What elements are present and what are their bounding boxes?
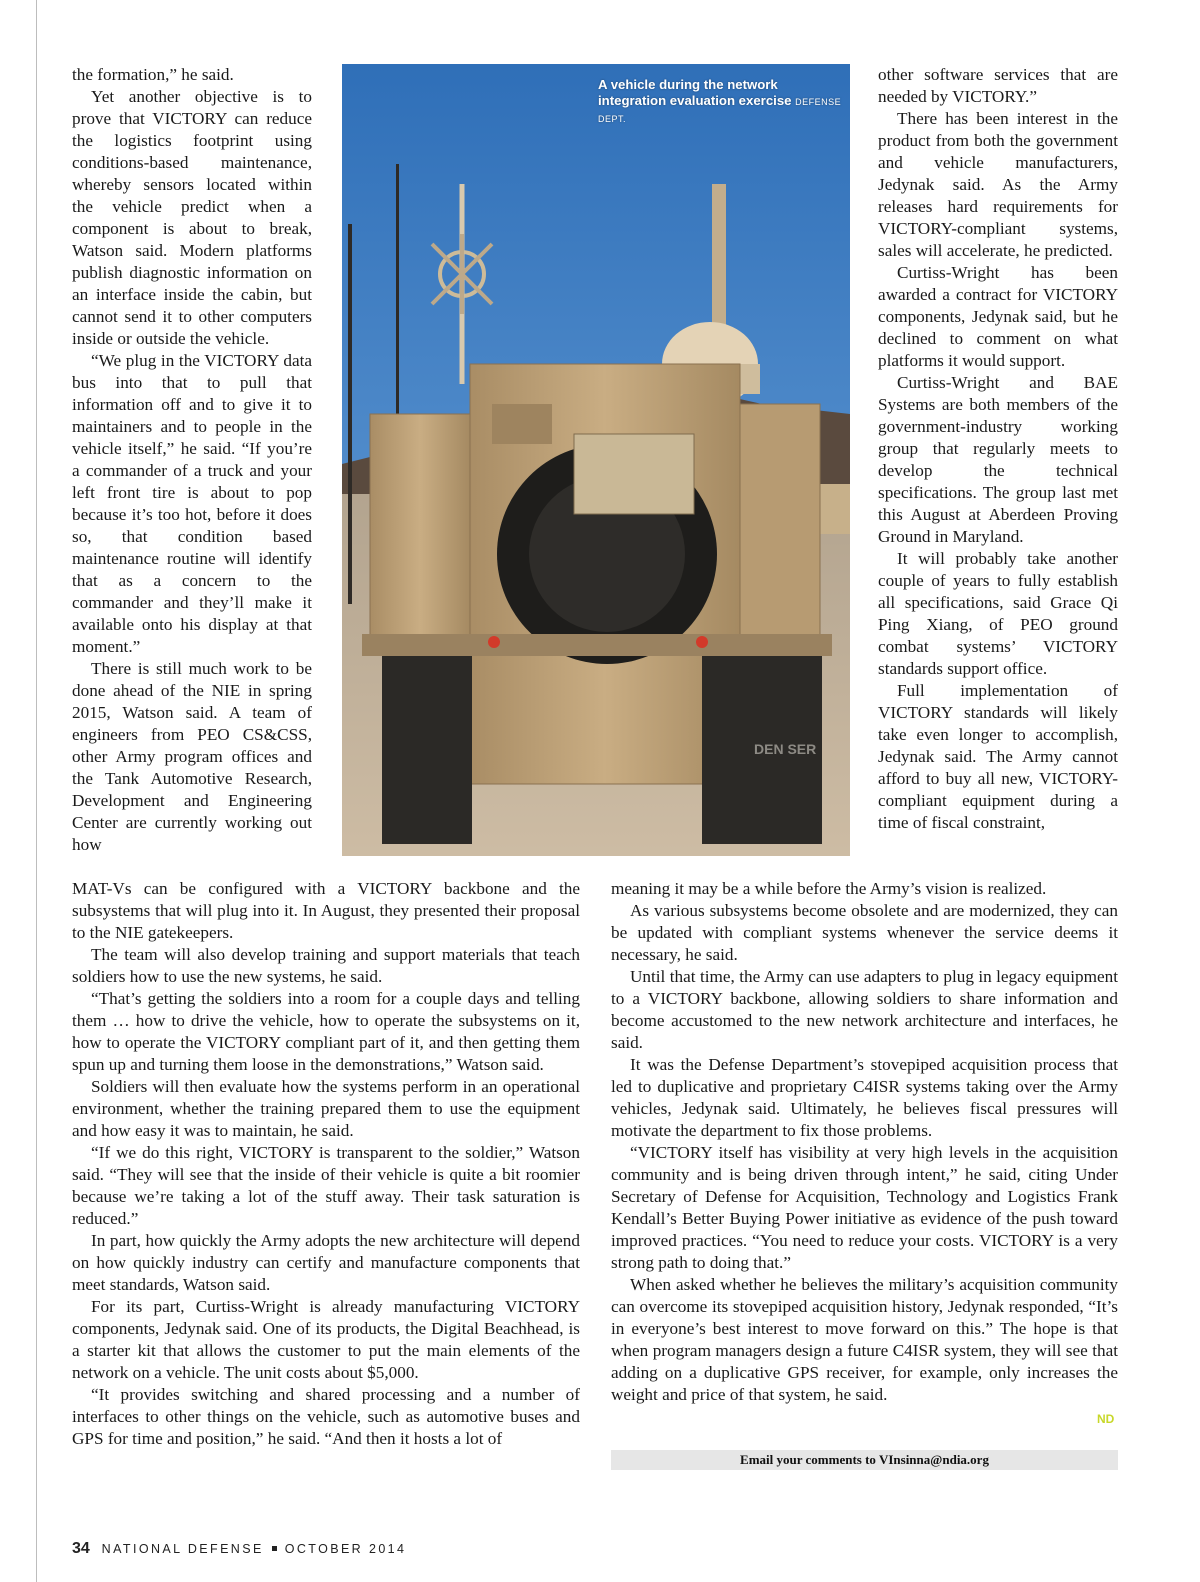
paragraph: Curtiss-Wright has been awarded a contract for VICTORY components, Jedynak said, but he declined to comment on what platforms it would support. <box>878 263 1118 370</box>
paragraph: “VICTORY itself has visibility at very high levels in the acquisition community and is being driven through intent,” he said, citing Under Secretary of Defense for Acquisition, Technology and Logistics Frank Kendall’s Better Buying Power initiative as evidence of the push toward improved practices. “You need to reduce your costs. VICTORY is a very strong path to doing that.” <box>611 1143 1118 1272</box>
end-mark: ND <box>1097 1412 1115 1426</box>
article-column-left-bottom <box>72 878 580 1450</box>
publication-name: NATIONAL DEFENSE <box>101 1542 264 1556</box>
paragraph: meaning it may be a while before the Army’s vision is realized. <box>611 879 1047 898</box>
photo-caption <box>598 77 842 127</box>
paragraph: For its part, Curtiss-Wright is already manufacturing VICTORY components, Jedynak said. One of its products, the Digital Beachhead, is a starter kit that allows the customer to put the main elements of the network on a vehicle. The unit costs about $5,000. <box>72 1297 580 1382</box>
issue-date: OCTOBER 2014 <box>284 1542 407 1556</box>
paragraph: Curtiss-Wright and BAE Systems are both members of the government-industry working group that regularly meets to develop the technical specifications. The group last met this August at Aberdeen Proving Ground in Maryland. <box>878 373 1118 546</box>
paragraph: MAT-Vs can be configured with a VICTORY backbone and the subsystems that will plug into it. In August, they presented their proposal to the NIE gatekeepers. <box>72 879 580 942</box>
page-number: 34 <box>72 1540 90 1557</box>
paragraph: Until that time, the Army can use adapters to plug in legacy equipment to a VICTORY backbone, allowing soldiers to share information and become accustomed to the new network architecture and interfaces, he said. <box>611 967 1118 1052</box>
article-column-right-bottom <box>611 878 1118 1406</box>
article-column-left-top <box>72 64 312 856</box>
article-column-right-top <box>878 64 1118 834</box>
email-prompt: Email your comments to <box>740 1452 879 1467</box>
paragraph: The team will also develop training and support materials that teach soldiers how to use the new systems, he said. <box>72 945 580 986</box>
spare-tire-marking: DEN SER <box>754 741 817 757</box>
paragraph: the formation,” he said. <box>72 65 234 84</box>
paragraph: It will probably take another couple of years to fully establish all specifications, said Grace Qi Ping Xiang, of PEO ground combat systems’ VICTORY standards support office. <box>878 549 1118 678</box>
email-link[interactable]: VInsinna@ndia.org <box>878 1452 989 1467</box>
paragraph: As various subsystems become obsolete and are modernized, they can be updated with compliant systems whenever the service deems it necessary, he said. <box>611 901 1118 964</box>
vehicle-photo <box>342 64 850 856</box>
page-gutter-line <box>36 0 37 1582</box>
separator-square-icon <box>272 1546 277 1551</box>
paragraph: It was the Defense Department’s stovepiped acquisition process that led to duplicative and proprietary C4ISR systems taking over the Army vehicles, Jedynak said. Ultimately, he believes fiscal pressures will motivate the department to fix those problems. <box>611 1055 1118 1140</box>
paragraph: “We plug in the VICTORY data bus into that to pull that information off and to give it to maintainers and to people in the vehicle itself,” he said. “If you’re a commander of a truck and your left front tire is about to pop because it’s too hot, before it does so, that condition based maintenance routine will identify that as a concern to the commander and they’ll make it available onto his display at that moment.” <box>72 351 312 656</box>
paragraph: “It provides switching and shared processing and a number of interfaces to other things on the vehicle, such as automotive buses and GPS for time and position,” he said. “And then it hosts a lot of <box>72 1385 580 1448</box>
page-footer <box>72 1540 406 1558</box>
caption-text: A vehicle during the network integration evaluation exercise <box>598 77 792 108</box>
paragraph: Yet another objective is to prove that VICTORY can reduce the logistics footprint using conditions-based maintenance, whereby sensors located within the vehicle predict when a component is about to break, Watson said. Modern platforms publish diagnostic information on an interface inside the cabin, but cannot send it to other computers inside or outside the vehicle. <box>72 87 312 348</box>
paragraph: There has been interest in the product from both the government and vehicle manufacturers, Jedynak said. As the Army releases hard requirements for VICTORY-compliant systems, sales will accelerate, he predicted. <box>878 109 1118 260</box>
paragraph: other software services that are needed by VICTORY.” <box>878 65 1118 106</box>
paragraph: When asked whether he believes the military’s acquisition community can overcome its stovepiped acquisition history, Jedynak responded, “It’s in everyone’s best interest to move forward on this.” The hope is that when program managers design a future C4ISR system, they will see that adding on a duplicative GPS receiver, for example, only increases the weight and price of that system, he said. <box>611 1275 1118 1404</box>
paragraph: There is still much work to be done ahead of the NIE in spring 2015, Watson said. A team of engineers from PEO CS&CSS, other Army program offices and the Tank Automotive Research, Development and Engineering Center are currently working out how <box>72 659 312 854</box>
photo-credit: DEFENSE DEPT. <box>598 97 842 124</box>
paragraph: “If we do this right, VICTORY is transparent to the soldier,” Watson said. “They will see that the inside of their vehicle is quite a bit roomier because we’re taking a lot of the stuff away. Their task saturation is reduced.” <box>72 1143 580 1228</box>
paragraph: Full implementation of VICTORY standards will likely take even longer to accomplish, Jedynak said. The Army cannot afford to buy all new, VICTORY-compliant equipment during a time of fiscal constraint, <box>878 681 1118 832</box>
paragraph: “That’s getting the soldiers into a room for a couple days and telling them … how to drive the vehicle, how to operate the subsystems on it, how to operate the VICTORY compliant part of it, and then getting them spun up and turning them loose in the demonstrations,” Watson said. <box>72 989 580 1074</box>
paragraph: Soldiers will then evaluate how the systems perform in an operational environment, whether the training prepared them to use the equipment and how easy it was to maintain, he said. <box>72 1077 580 1140</box>
paragraph: In part, how quickly the Army adopts the new architecture will depend on how quickly industry can certify and manufacture components that meet standards, Watson said. <box>72 1231 580 1294</box>
email-comments-bar <box>611 1450 1118 1470</box>
